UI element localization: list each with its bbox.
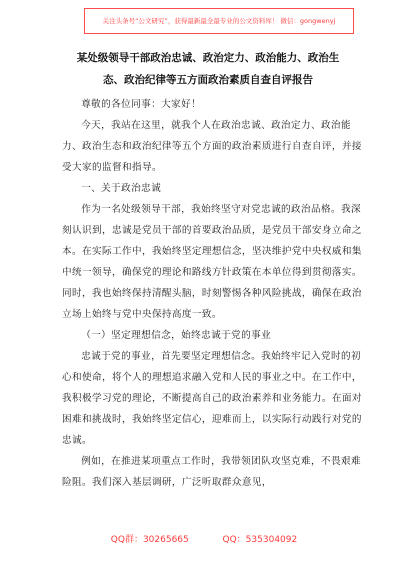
section-1-title: 一、关于政治忠诚 — [81, 183, 162, 194]
footer-contact — [0, 532, 408, 545]
title-line-2: 态、政治纪律等五方面政治素质自查自评报告 — [103, 74, 313, 86]
greeting: 尊敬的各位同事：大家好！ — [81, 99, 202, 110]
title-line-1: 某处级领导干部政治忠诚、政治定力、政治能力、政治生 — [76, 52, 340, 64]
document-title — [58, 47, 358, 91]
document-body — [62, 94, 362, 493]
section-1-paragraph: 作为一名处级领导干部，我始终坚守对党忠诚的政治品格。我深刻认识到，忠诚是党员干部的首要政治品质，是党员干部安身立命之本。在实际工作中，我始终坚定理想信念，坚决维护党中央权威和集中统一领导，确保党的理论和路线方针政策在本单位得到贯彻落实。同时，我也始终保持清醒头脑，时刻警惕各种风险挑战，确保在政治立场上始终与党中央保持高度一致。 — [62, 204, 362, 320]
intro-paragraph: 今天，我站在这里，就我个人在政治忠诚、政治定力、政治能力、政治生态和政治纪律等五个方面的政治素质进行自查自评，并接受大家的监督和指导。 — [62, 120, 362, 173]
header-banner: 关注头条号“公文研究”，获得最新最全最专业的公文资料库！ 微信：gongwenyj — [84, 8, 354, 34]
example-paragraph: 例如，在推进某项重点工作时，我带领团队攻坚克难，不畏艰难险阻。我们深入基层调研，广泛听取群众意见， — [62, 456, 362, 488]
footer-qq-group: QQ群：30265665 — [110, 535, 189, 545]
subsection-1-title: （一）坚定理想信念，始终忠诚于党的事业 — [81, 330, 272, 341]
subsection-1-paragraph: 忠诚于党的事业，首先要坚定理想信念。我始终牢记入党时的初心和使命，将个人的理想追求融入党和人民的事业之中。在工作中，我积极学习党的理论，不断提高自己的政治素养和业务能力。在面对困难和挑战时，我始终坚定信心，迎难而上，以实际行动践行对党的忠诚。 — [62, 351, 362, 446]
footer-qq: QQ：535304092 — [222, 535, 298, 545]
